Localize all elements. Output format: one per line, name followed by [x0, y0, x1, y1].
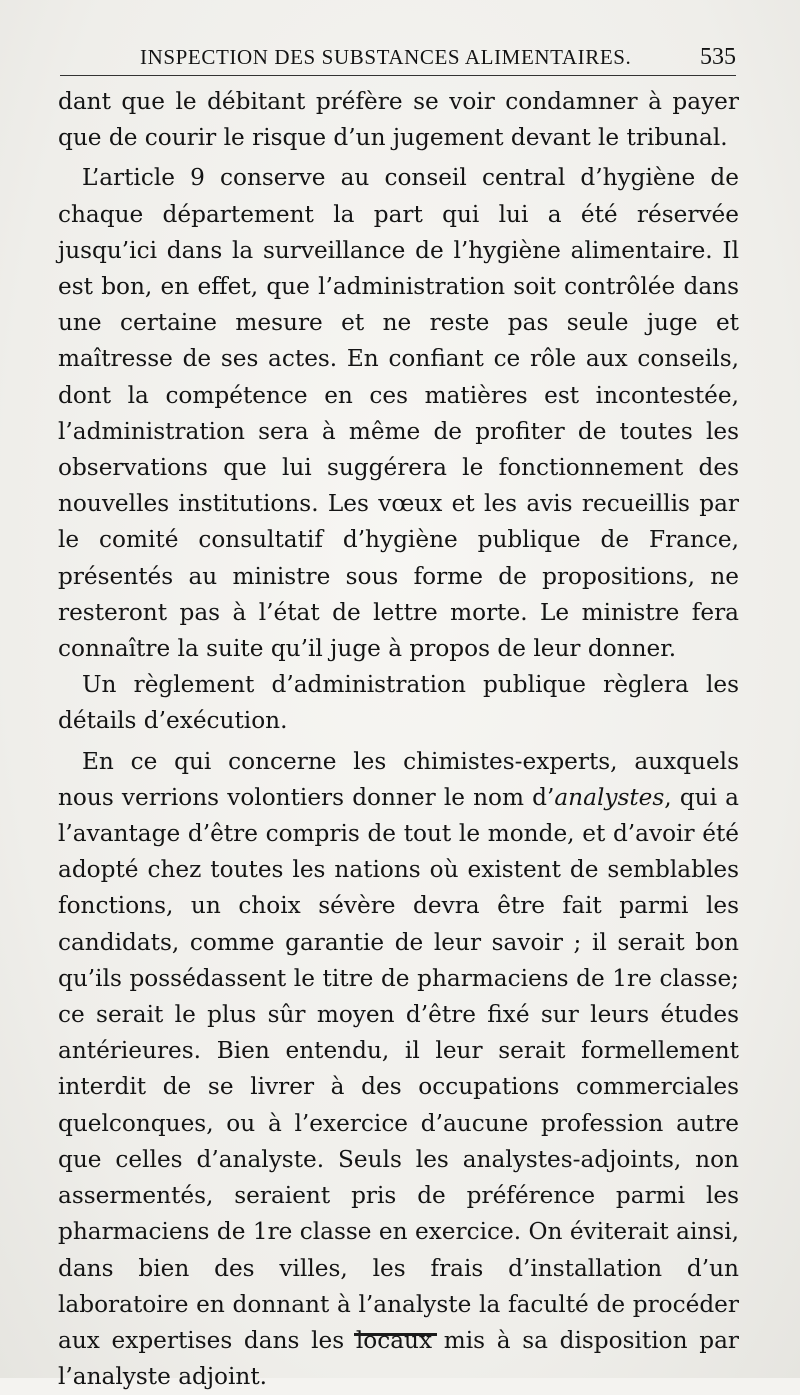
body-text [58, 84, 739, 1395]
running-title: INSPECTION DES SUBSTANCES ALIMENTAIRES. [140, 45, 632, 69]
emphasis-analystes: analystes [554, 783, 665, 811]
page-number: 535 [700, 44, 736, 70]
header-rule [60, 75, 736, 76]
paragraph-reglement: Un règlement d’administration publique règlera les détails d’exécution. [58, 671, 739, 735]
running-header [140, 44, 736, 74]
paragraph-chimistes-experts [58, 744, 739, 1395]
paragraph-article-9: L’article 9 conserve au conseil central d’hygiène de chaque département la part qui lui a été réservée jusqu’ici dans la surveillance de l’hygiène alimentaire. Il est bon, en effet, que l’administration soit contrôlée dans une certaine mesure et ne reste pas seule juge et maîtresse de ses actes. En confiant ce rôle aux conseils, dont la compétence en ces matières est incontestée, l’administration sera à même de profiter de toutes les observations que lui suggérera le fonctionnement des nouvelles institutions. Les vœux et les avis recueillis par le comité consultatif d’hygiène publique de France, présentés au ministre sous forme de propositions, ne resteront pas à l’état de lettre morte. Le ministre fera connaître la suite qu’il juge à propos de leur donner. [58, 164, 739, 663]
paragraph-continuation: dant que le débitant préfère se voir condamner à payer que de courir le risque d’un jugement devant le tribunal. [58, 88, 739, 152]
paragraph-text-before: En ce qui concerne les chimistes-experts, auxquels nous verrions volontiers donner le nom d’ [58, 747, 739, 811]
end-rule [354, 1333, 437, 1336]
paragraph-text-after: , qui a l’avantage d’être compris de tout le monde, et d’avoir été adopté chez toutes les nations où existent de semblables fonctions, un choix sévère devra être fait parmi les candidats, comme garantie de leur savoir ; il serait bon qu’ils possédassent le titre de pharmaciens de 1re classe; ce serait le plus sûr moyen d’être fixé sur leurs études antérieures. Bien entendu, il leur serait formellement interdit de se livrer à des occupations commerciales quelconques, ou à l’exercice d’aucune profession autre que celles d’analyste. Seuls les analystes-adjoints, non assermentés, seraient pris de préférence parmi les pharmaciens de 1re classe en exercice. On éviterait ainsi, dans bien des villes, les frais d’installation d’un laboratoire en donnant à l’analyste la faculté de procéder aux expertises dans les locaux mis à sa disposition par l’analyste adjoint. [58, 783, 739, 1391]
